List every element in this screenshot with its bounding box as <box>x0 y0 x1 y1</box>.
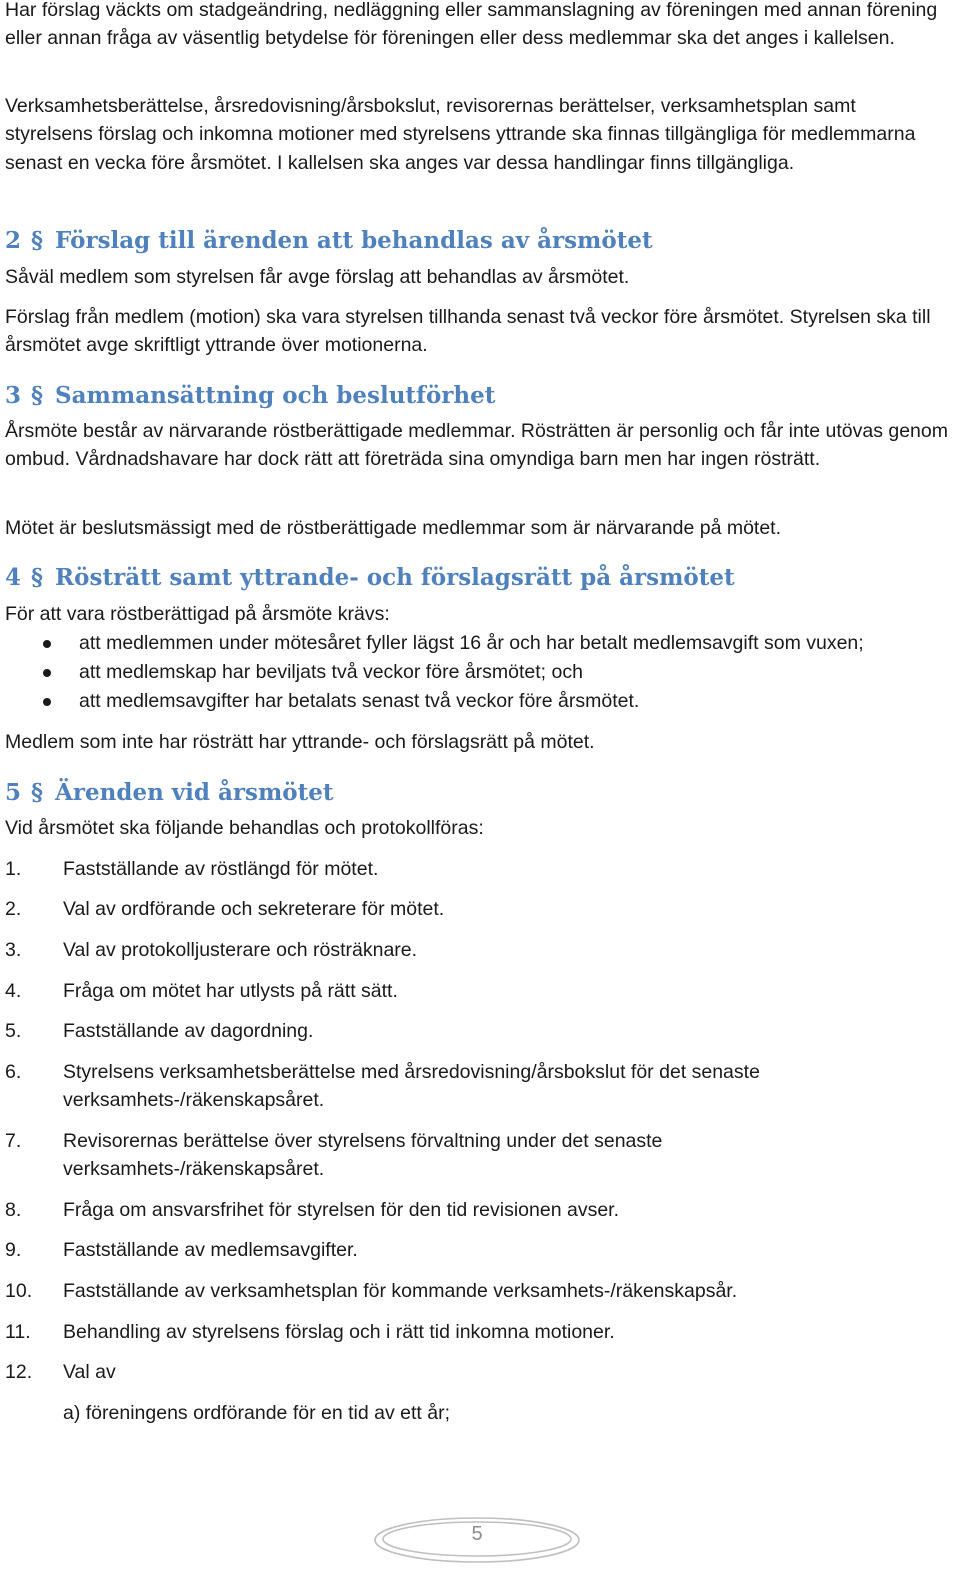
item-text: Fastställande av röstlängd för mötet. <box>63 858 379 880</box>
section-4-mark: § <box>31 564 44 591</box>
section-5-mark: § <box>31 779 44 806</box>
item-number: 1. <box>5 858 22 880</box>
section-2-mark: § <box>31 227 44 254</box>
item-number: 7. <box>5 1130 22 1152</box>
item-text: Fråga om mötet har utlysts på rätt sätt. <box>63 980 398 1002</box>
section-2-heading <box>5 226 653 256</box>
list-item <box>5 1017 949 1045</box>
bullet-icon <box>43 698 51 706</box>
item-text: Val av protokolljusterare och rösträknare. <box>63 939 418 961</box>
item-number: 5. <box>5 1020 22 1042</box>
intro-paragraph-1: Har förslag väckts om stadgeändring, nedläggning eller sammanslagning av föreningen med annan förening eller annan fråga av väsentlig betydelse för föreningen eller dess medlemmar ska det anges i kallelsen. <box>5 0 938 50</box>
section-2-paragraph-2: Förslag från medlem (motion) ska vara styrelsen tillhanda senast två veckor före årsmötet. Styrelsen ska till årsmötet avge skriftligt yttrande över motionerna. <box>5 306 931 357</box>
section-4-number: 4 <box>5 564 22 591</box>
item-text: Fastställande av dagordning. <box>63 1020 314 1042</box>
page-number: 5 <box>471 1523 483 1545</box>
section-2-number: 2 <box>5 227 22 254</box>
list-item <box>5 629 949 657</box>
item-text: Val av ordförande och sekreterare för mötet. <box>63 898 445 920</box>
item-number: 11. <box>5 1321 31 1343</box>
item-number: 2. <box>5 898 22 920</box>
section-2-title: Förslag till ärenden att behandlas av årsmötet <box>55 227 653 254</box>
section-3-heading <box>5 381 495 411</box>
item-text: Fastställande av verksamhetsplan för kommande verksamhets-/räkenskapsår. <box>63 1280 738 1302</box>
list-item <box>5 1277 949 1305</box>
sub-item-a: a) föreningens ordförande för en tid av ett år; <box>63 1402 450 1424</box>
section-4-title: Rösträtt samt yttrande- och förslagsrätt på årsmötet <box>55 564 735 591</box>
item-text: Val av <box>63 1361 116 1383</box>
item-text: Fastställande av medlemsavgifter. <box>63 1239 358 1261</box>
item-number: 6. <box>5 1061 22 1083</box>
section-3-paragraph-1: Årsmöte består av närvarande röstberättigade medlemmar. Rösträtten är personlig och får inte utövas genom ombud. Vårdnadshavare har dock rätt att företräda sina omyndiga barn men har ingen rösträtt. <box>5 420 948 471</box>
list-item <box>5 977 949 1005</box>
section-3-title: Sammansättning och beslutförhet <box>55 382 496 409</box>
list-item <box>5 1318 949 1346</box>
list-item <box>5 855 949 883</box>
section-3-paragraph-2: Mötet är beslutsmässigt med de röstberättigade medlemmar som är närvarande på mötet. <box>5 517 782 539</box>
section-5-title: Ärenden vid årsmötet <box>55 779 334 806</box>
item-text: Styrelsens verksamhetsberättelse med årsredovisning/årsbokslut för det senaste verksamhets-/räkenskapsåret. <box>63 1061 760 1112</box>
section-2-paragraph-1: Såväl medlem som styrelsen får avge förslag att behandlas av årsmötet. <box>5 266 630 288</box>
list-item <box>5 1358 949 1386</box>
section-5-number: 5 <box>5 779 22 806</box>
list-item <box>5 895 949 923</box>
section-4-paragraph-2: Medlem som inte har rösträtt har yttrande- och förslagsrätt på mötet. <box>5 731 595 753</box>
item-number: 3. <box>5 939 22 961</box>
intro-paragraph-2: Verksamhetsberättelse, årsredovisning/årsbokslut, revisorernas berättelser, verksamhetsplan samt styrelsens förslag och inkomna motioner med styrelsens yttrande ska finnas tillgängliga för medlemmarna senast en vecka före årsmötet. I kallelsen ska anges var dessa handlingar finns tillgängliga. <box>5 95 916 174</box>
bullet-icon <box>43 640 51 648</box>
section-3-mark: § <box>31 382 44 409</box>
item-number: 4. <box>5 980 22 1002</box>
section-4-intro: För att vara röstberättigad på årsmöte krävs: <box>5 603 390 625</box>
bullet-text: att medlemmen under mötesåret fyller lägst 16 år och har betalt medlemsavgift som vuxen; <box>79 632 864 654</box>
list-item <box>5 936 949 964</box>
section-5-heading <box>5 778 334 808</box>
list-item <box>5 1058 949 1115</box>
list-item <box>5 687 949 715</box>
list-item <box>5 658 949 686</box>
bullet-icon <box>43 669 51 677</box>
list-item <box>5 1196 949 1224</box>
bullet-text: att medlemsavgifter har betalats senast två veckor före årsmötet. <box>79 690 640 712</box>
bullet-text: att medlemskap har beviljats två veckor före årsmötet; och <box>79 661 583 683</box>
section-3-number: 3 <box>5 382 22 409</box>
item-number: 9. <box>5 1239 22 1261</box>
item-text: Revisorernas berättelse över styrelsens förvaltning under det senaste verksamhets-/räkenskapsåret. <box>63 1130 663 1181</box>
item-text: Fråga om ansvarsfrihet för styrelsen för den tid revisionen avser. <box>63 1199 619 1221</box>
section-4-heading <box>5 563 735 593</box>
item-number: 10. <box>5 1280 33 1302</box>
item-text: Behandling av styrelsens förslag och i rätt tid inkomna motioner. <box>63 1321 615 1343</box>
item-number: 12. <box>5 1361 33 1383</box>
section-5-intro: Vid årsmötet ska följande behandlas och protokollföras: <box>5 817 484 839</box>
item-number: 8. <box>5 1199 22 1221</box>
list-item <box>5 1236 949 1264</box>
list-item <box>5 1127 869 1184</box>
